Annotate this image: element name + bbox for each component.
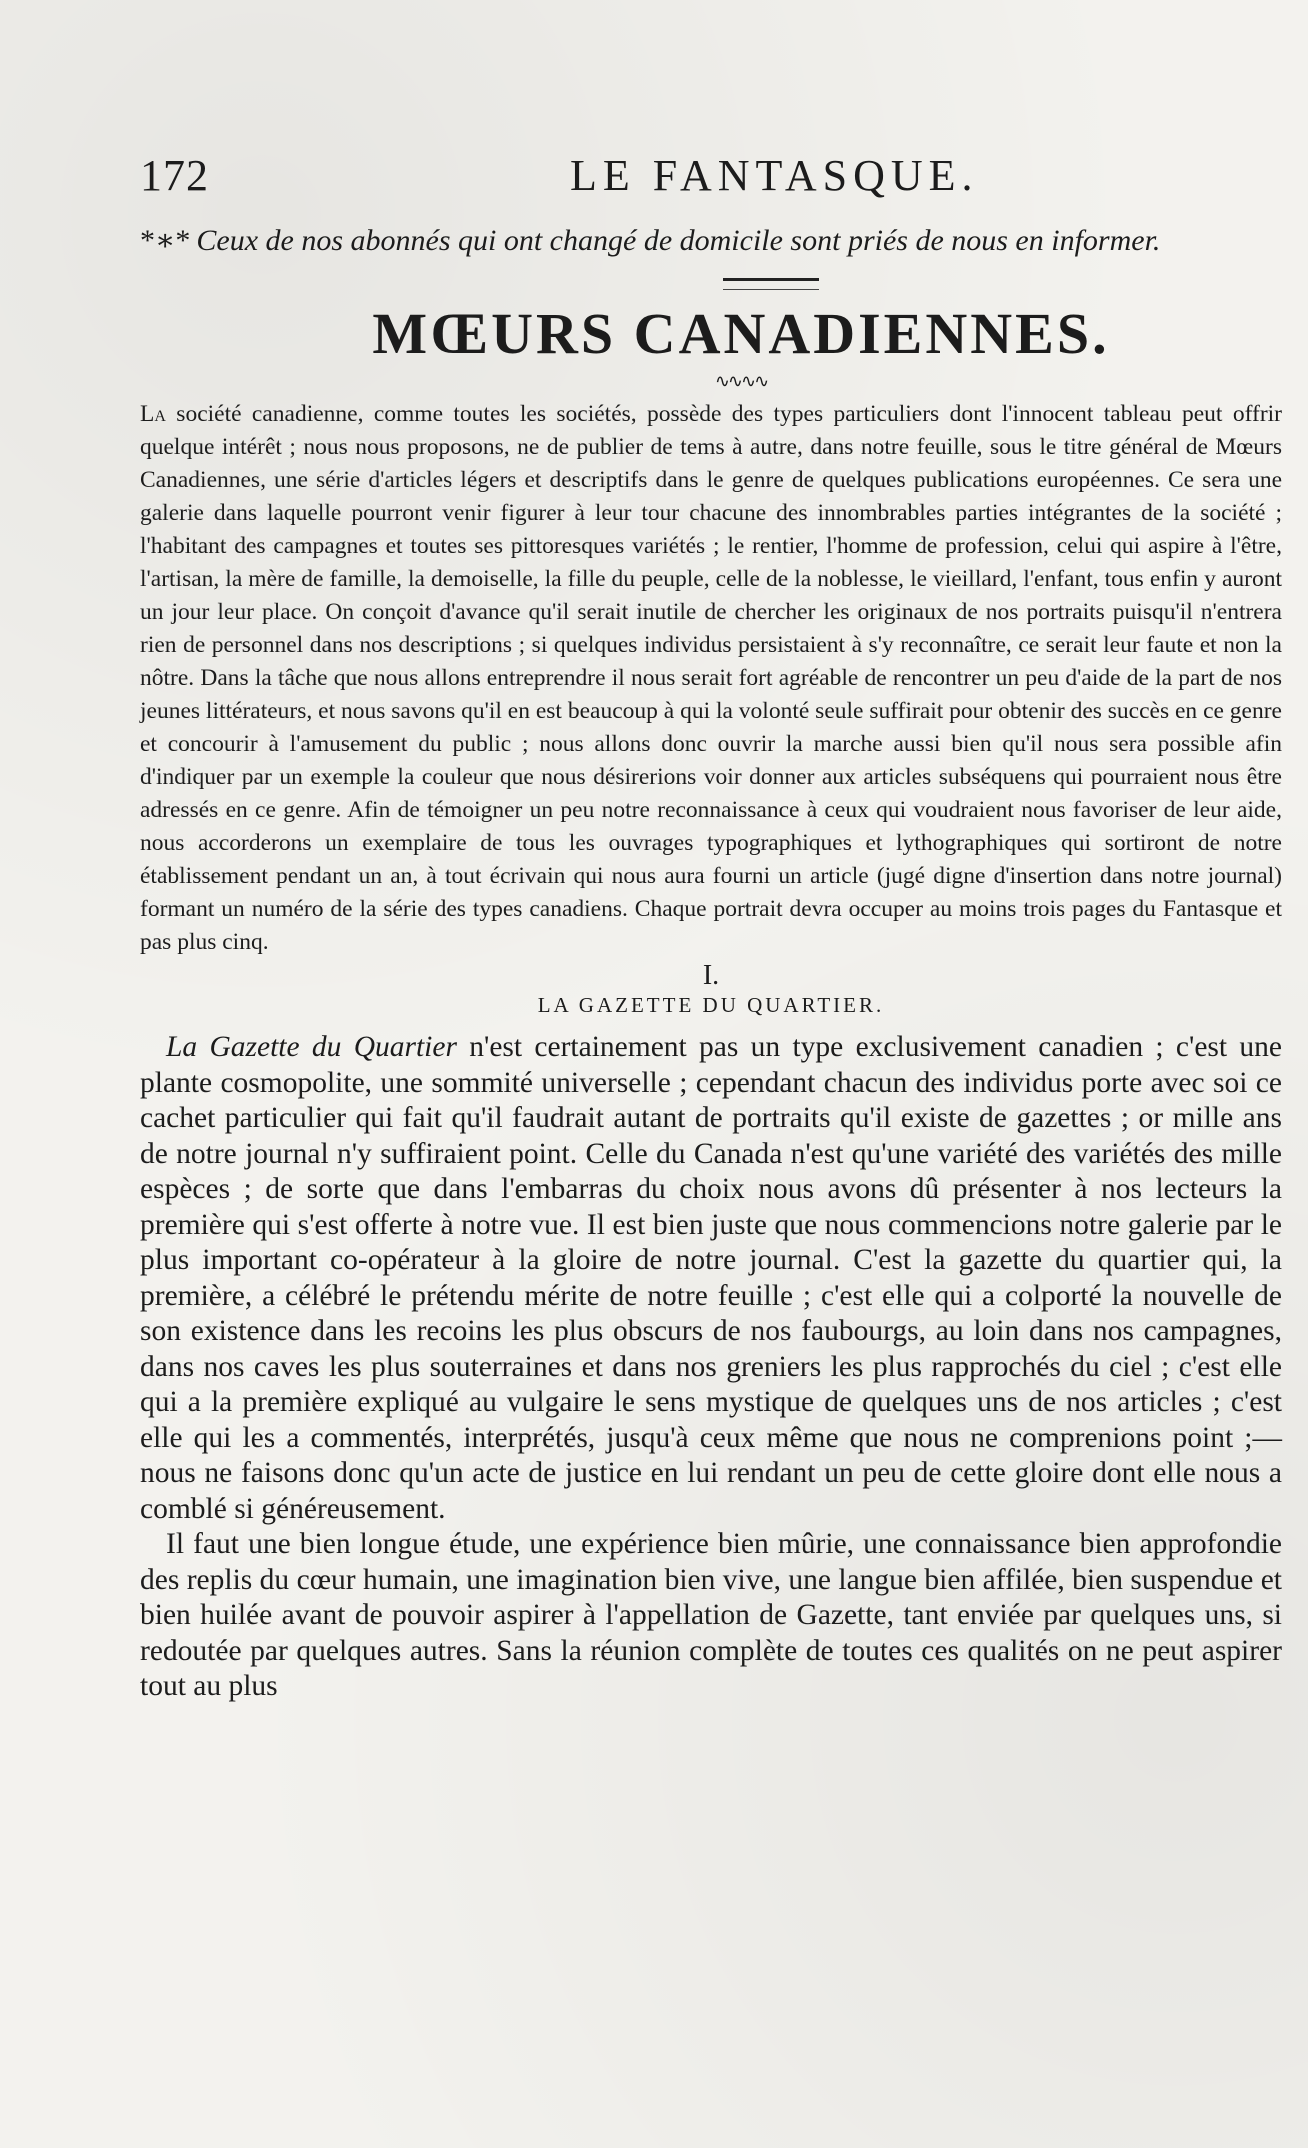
article-body <box>140 1030 1282 1705</box>
notice-text: Ceux de nos abonnés qui ont changé de domicile sont priés de nous en informer. <box>196 224 1161 257</box>
intro-first-word: La <box>140 401 166 427</box>
article-paragraph <box>140 1030 1282 1527</box>
ornament-squiggle: ∿∿∿∿ <box>714 371 768 391</box>
intro-block <box>140 398 1282 959</box>
ornamental-rule <box>723 278 819 290</box>
section-title: MŒURS CANADIENNES. <box>372 301 1110 366</box>
article-numeral: I. <box>702 960 720 991</box>
page-header <box>140 150 1282 208</box>
article-paragraph-2: Il faut une bien longue étude, une expérience bien mûrie, une connaissance bien approfondie des replis du cœur humain, une imagination bien vive, une langue bien affilée, bien suspendue et bien huilée avant de pouvoir aspirer à l'appellation de Gazette, tant enviée par quelques uns, si redoutée par quelques autres. Sans la réunion complète de toutes ces qualités on ne peut aspirer tout au plus <box>140 1528 1282 1702</box>
article-lead: La Gazette du Quartier <box>166 1031 457 1063</box>
article-paragraph-1: n'est certainement pas un type exclusivement canadien ; c'est une plante cosmopolite, une sommité universelle ; cependant chacun des individus porte avec soi ce cachet particulier qui fait qu'il faudrait autant de portraits qu'il existe de gazettes ; or mille ans de notre journal n'y suffiraient point. Celle du Canada n'est qu'une variété des variétés des mille espèces ; de sorte que dans l'embarras du choix nous avons dû présenter à nos lecteurs la première qui s'est offerte à notre vue. Il est bien juste que nous commencions notre galerie par le plus important co-opérateur à la gloire de notre journal. C'est la gazette du quartier qui, la première, a célébré le prétendu mérite de notre feuille ; c'est elle qui a colporté la nouvelle de son existence dans les recoins les plus obscurs de nos faubourgs, au loin dans nos campagnes, dans nos caves les plus souterraines et dans nos greniers les plus rapprochés du ciel ; c'est elle qui a la première expliqué au vulgaire le sens mystique de quelques uns de nos articles ; c'est elle qui les a commentés, interprétés, jusqu'à ceux même que nous ne comprenions point ;—nous ne faisons donc qu'un acte de justice en lui rendant un peu de cette gloire dont elle nous a comblé si généreusement. <box>140 1031 1282 1525</box>
article-title: LA GAZETTE DU QUARTIER. <box>537 993 885 1017</box>
running-title: LE FANTASQUE. <box>570 151 979 200</box>
asterism: *∗* <box>140 224 191 257</box>
intro-paragraph <box>140 398 1282 959</box>
subscriber-notice <box>140 222 1282 260</box>
intro-text: société canadienne, comme toutes les sociétés, possède des types particuliers dont l'innocent tableau peut offrir quelque intérêt ; nous nous proposons, ne de publier de tems à autre, dans notre feuille, sous le titre général de Mœurs Canadiennes, une série d'articles légers et descriptifs dans le genre de quelques publications européennes. Ce sera une galerie dans laquelle pourront venir figurer à leur tour chacune des innombrables parties intégrantes de la société ; l'habitant des campagnes et toutes ses pittoresques variétés ; le rentier, l'homme de profession, celui qui aspire à l'être, l'artisan, la mère de famille, la demoiselle, la fille du peuple, celle de la noblesse, le vieillard, l'enfant, tous enfin y auront un jour leur place. On conçoit d'avance qu'il serait inutile de chercher les originaux de nos portraits puisqu'il n'entrera rien de personnel dans nos descriptions ; si quelques individus persistaient à s'y reconnaître, ce serait leur faute et non la nôtre. Dans la tâche que nous allons entreprendre il nous serait fort agréable de rencontrer un peu d'aide de la part de nos jeunes littérateurs, et nous savons qu'il en est beaucoup à qui la volonté seule suffirait pour obtenir des succès en ce genre et concourir à l'amusement du public ; nous allons donc ouvrir la marche aussi bien qu'il nous sera possible afin d'indiquer par un exemple la couleur que nous désirerions voir donner aux articles subséquens qui pourraient nous être adressés en ce genre. Afin de témoigner un peu notre reconnaissance à ceux qui voudraient nous favoriser de leur aide, nous accorderons un exemplaire de tous les ouvrages typographiques et lythographiques qui sortiront de notre établissement pendant un an, à tout écrivain qui nous aura fourni un article (jugé digne d'insertion dans notre journal) formant un numéro de la série des types canadiens. Chaque portrait devra occuper au moins trois pages du Fantasque et pas plus cinq. <box>140 401 1282 955</box>
page-number: 172 <box>140 151 209 200</box>
